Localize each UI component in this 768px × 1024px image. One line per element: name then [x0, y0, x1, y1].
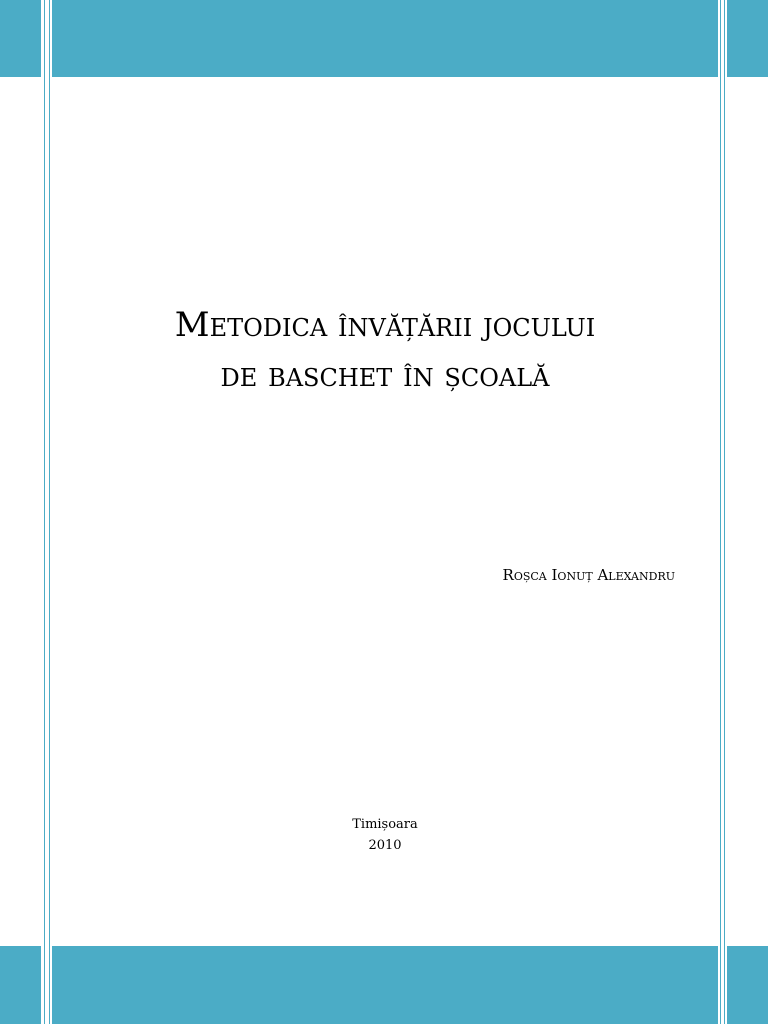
left-inner-rule — [49, 0, 50, 1024]
title-line-1: Metodica învățării jocului — [174, 305, 596, 345]
top-right-band — [727, 0, 768, 77]
bottom-right-band — [727, 946, 768, 1024]
publication-info — [52, 814, 718, 856]
publication-city: Timișoara — [352, 817, 418, 832]
publication-year: 2010 — [368, 838, 402, 853]
bottom-left-band — [0, 946, 41, 1024]
bottom-center-band — [52, 946, 718, 1024]
title-line-2: de baschet în școală — [220, 355, 550, 395]
right-outer-rule — [724, 0, 725, 1024]
top-center-band — [52, 0, 718, 77]
top-left-band — [0, 0, 41, 77]
right-inner-rule — [720, 0, 721, 1024]
document-title — [52, 300, 718, 400]
left-outer-rule — [44, 0, 45, 1024]
author-name: Roșca Ionuț Alexandru — [502, 566, 675, 584]
